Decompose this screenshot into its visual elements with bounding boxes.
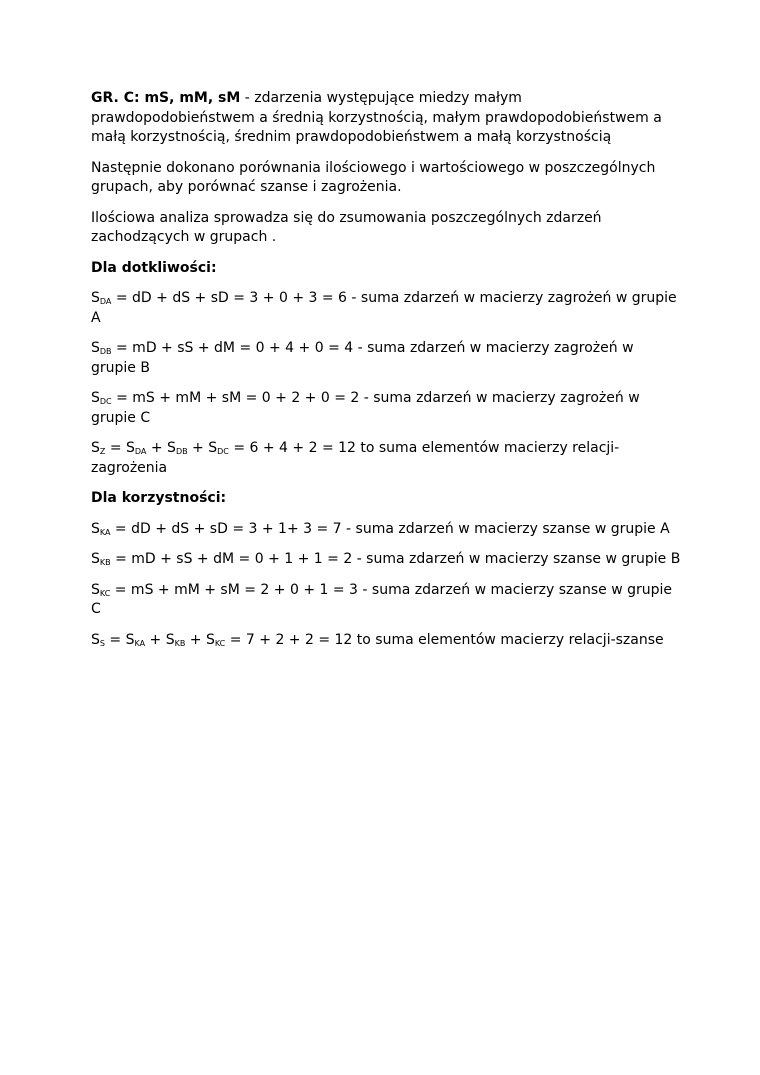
- symbol-s: S: [91, 581, 100, 598]
- document-body: [91, 89, 681, 661]
- formula-ska-text: = dD + dS + sD = 3 + 1+ 3 = 7 - suma zdarzeń w macierzy szanse w grupie A: [110, 520, 670, 537]
- subscript-ka: KA: [134, 638, 146, 648]
- formula-ss: [91, 631, 681, 651]
- benefit-heading: Dla korzystności:: [91, 490, 227, 506]
- subscript-da: DA: [134, 447, 147, 456]
- formula-skc: [91, 581, 681, 620]
- formula-sz: [91, 439, 681, 478]
- subscript-kb: KB: [174, 638, 186, 648]
- symbol-s: S: [91, 520, 100, 537]
- formula-sz-text: = 6 + 4 + 2 = 12 to suma elementów macierzy relacji-zagrożenia: [91, 440, 620, 476]
- group-c-paragraph: [91, 89, 681, 148]
- subscript-kc: KC: [214, 638, 226, 648]
- comparison-paragraph: Następnie dokonano porównania ilościowego i wartościowego w poszczególnych grupach, aby porównać szanse i zagrożenia.: [91, 159, 656, 195]
- formula-sda: [91, 289, 681, 328]
- formula-ss-plus-1: + S: [145, 631, 175, 648]
- formula-ska: [91, 520, 681, 540]
- symbol-s: S: [91, 390, 100, 406]
- formula-ss-text: = 7 + 2 + 2 = 12 to suma elementów macierzy relacji-szanse: [225, 631, 664, 648]
- symbol-s: S: [91, 631, 100, 648]
- group-c-description: - zdarzenia występujące miedzy małym prawdopodobieństwem a średnią korzystnością, małym prawdopodobieństwem a małą korzystnością, średnim prawdopodobieństwem a małą korzystnością: [91, 90, 662, 145]
- formula-sz-plus-1: + S: [146, 440, 176, 456]
- formula-ss-plus-2: + S: [185, 631, 215, 648]
- formula-sda-text: = dD + dS + sD = 3 + 0 + 3 = 6 - suma zdarzeń w macierzy zagrożeń w grupie A: [91, 290, 677, 326]
- formula-ss-eq: = S: [104, 631, 135, 648]
- severity-heading: Dla dotkliwości:: [91, 259, 217, 276]
- subscript-z: Z: [99, 447, 106, 456]
- quantitative-paragraph: Ilościowa analiza sprowadza się do zsumowania poszczególnych zdarzeń zachodzących w grupach .: [91, 209, 602, 245]
- formula-sdb: [91, 339, 681, 378]
- subscript-db: DB: [99, 347, 112, 356]
- subscript-kc: KC: [99, 588, 111, 598]
- symbol-s: S: [91, 340, 100, 356]
- formula-sdc: [91, 389, 681, 428]
- subscript-ka: KA: [99, 527, 111, 537]
- formula-sz-eq: = S: [105, 440, 135, 456]
- subscript-dc: DC: [99, 397, 112, 406]
- subscript-kb: KB: [99, 558, 111, 567]
- subscript-da: DA: [99, 297, 112, 306]
- symbol-s: S: [91, 551, 100, 567]
- subscript-s: S: [99, 638, 105, 648]
- group-c-heading: GR. C: mS, mM, sM: [91, 90, 241, 106]
- subscript-db: DB: [175, 447, 188, 456]
- symbol-s: S: [91, 440, 100, 456]
- formula-sdc-text: = mS + mM + sM = 0 + 2 + 0 = 2 - suma zdarzeń w macierzy zagrożeń w grupie C: [91, 390, 640, 426]
- formula-sdb-text: = mD + sS + dM = 0 + 4 + 0 = 4 - suma zdarzeń w macierzy zagrożeń w grupie B: [91, 340, 634, 376]
- subscript-dc: DC: [217, 447, 229, 456]
- formula-sz-plus-2: + S: [187, 440, 218, 456]
- formula-skc-text: = mS + mM + sM = 2 + 0 + 1 = 3 - suma zdarzeń w macierzy szanse w grupie C: [91, 581, 673, 617]
- symbol-s: S: [91, 290, 100, 306]
- formula-skb-text: = mD + sS + dM = 0 + 1 + 1 = 2 - suma zdarzeń w macierzy szanse w grupie B: [110, 551, 681, 567]
- formula-skb: [91, 550, 681, 570]
